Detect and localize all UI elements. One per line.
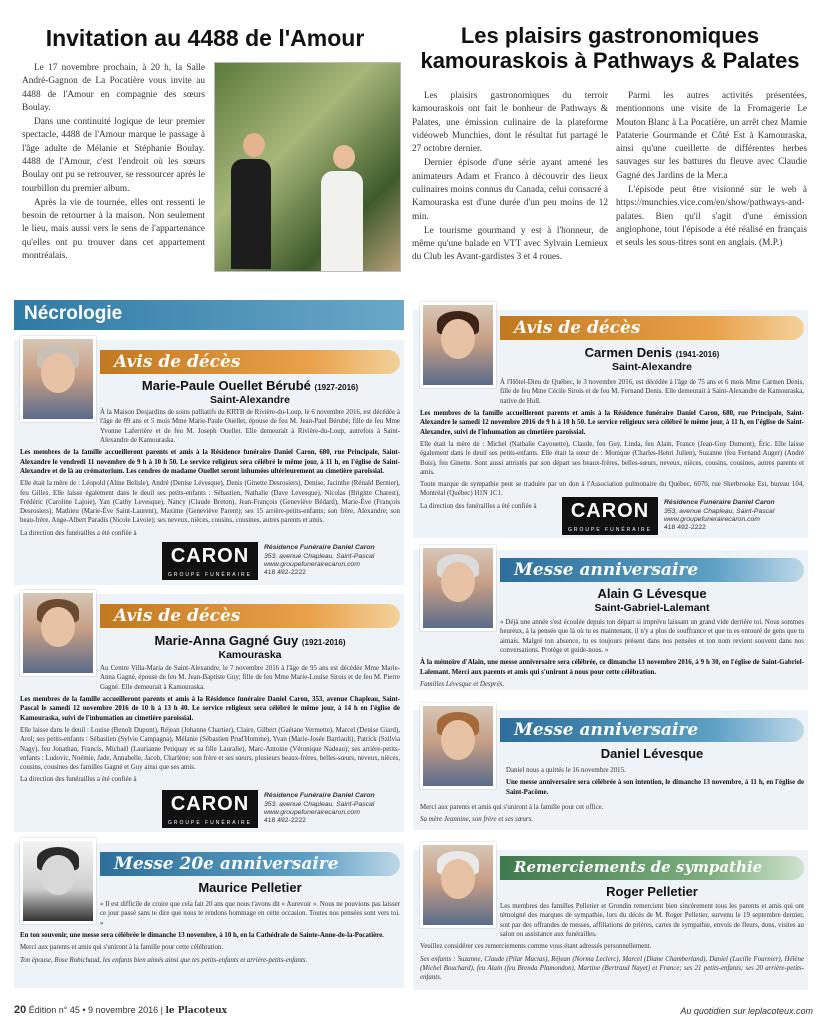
page-footer-left (14, 1004, 227, 1016)
caron-logo-text: CARON (170, 545, 250, 567)
denis-years: (1941-2016) (675, 350, 720, 359)
caron-line2: 353, avenue Chapleau, Saint-Pascal (664, 507, 775, 515)
article2-title-line2: kamouraskois à Pathways & Palates (420, 47, 800, 73)
maurice-p4: Ton épouse, Rose Robichaud, les enfants bien aimés ainsi que tes petits-enfants et arrière-petits-enfants. (20, 956, 308, 964)
caron-logo (162, 790, 258, 828)
guy-name (100, 633, 400, 648)
caron-info (264, 544, 375, 578)
necrologie-header: Nécrologie (14, 300, 404, 330)
page-footer-right: Au quotidien sur leplacoteux.com (680, 1006, 813, 1016)
berube-place: Saint-Alexandre (210, 394, 290, 406)
article2-col1-p1: Les plaisirs gastronomiques du terroir kamouraskois ont fait le bonheur de Pathways & Palates, une émission culinaire de la plateforme vidéoweb Munchies, dont le résultat fut partagé le 27 octobre dernier. (412, 91, 608, 155)
boulay-sisters-photo (214, 62, 401, 272)
article2-title (410, 24, 810, 73)
roger-banner: Remerciements de sympathie (500, 856, 804, 880)
denis-p2: Les membres de la famille accueilleront parents et amis à la Résidence funéraire Daniel Caron, 680, rue Principale, Saint-Alexandre le samedi 12 novembre 2016 de 9 h à 10 h 50. Le service religieux sera célébré le même jour, à 11 h, en l'église de Saint-Alexandre, suivi de l'inhumation au cimetière paroissial. (420, 409, 804, 436)
maurice-name: Maurice Pelletier (198, 880, 302, 895)
daniel-text (420, 766, 804, 828)
denis-p5: La direction des funérailles a été confiée à (420, 502, 537, 510)
alain-p2: À la mémoire d'Alain, une messe anniversaire sera célébrée, ce dimanche 13 novembre 2016, à 9 h 30, en l'église de Saint-Gabriel-Lalemant. Merci aux parents et amis qui s'uniront à nous pour cette célébration. (420, 659, 804, 676)
maurice-p1: « Il est difficile de croire que cela fait 20 ans que nous t'avons dit « Aurevoir ». Nous ne pouvions pas laisser ce jour passé sans te dire que nous te rendons hommage en cette occasion. Toutes nos pensées sont vers toi. » (100, 901, 400, 927)
brand-name: le Placoteux (165, 1006, 228, 1016)
maurice-p2: En ton souvenir, une messe sera célébrée le dimanche 13 novembre, à 10 h, en la Cathédrale de Sainte-Anne-de-la-Pocatière. (20, 931, 384, 939)
caron-logo-sub: GROUPE FUNÉRAIRE (568, 527, 652, 533)
guy-text (20, 664, 400, 789)
caron-line2: 353, avenue Chapleau, Saint-Pascal (264, 552, 375, 560)
berube-name (100, 378, 400, 393)
daniel-banner: Messe anniversaire (500, 718, 804, 742)
article2-col1 (412, 90, 608, 266)
guy-p3: Elle laisse dans le deuil : Louise (Benoît Dupont), Réjean (Johanne Chartier), Claire, Gilbert (Gaétane Vermette), Marcel (Denise Giard), Arol; ses petits-enfants : Sébastien (Sylvie Campagna), Mélanie (Sébastien Prud'Homme), Yvan (Marie-Josée Barriault), Patrick (Szilvia Nagy), feu Jonathan, Francis, Michaël (Laurianne Petiquay et sa fille Lauralie), Marc-Antoine (Véronique Nadeau); ses arrière-petits-enfants : Ludovic, Noémie, Jade, Annabelle, Jacob, Charlène; son frère et ses sœurs, plusieurs beaux-frères, belles-sœurs, neveux, nièces, cousins, cousines des familles Gagné et Guy ainsi que ses amis. (20, 726, 400, 772)
caron-line1: Résidence Funéraire Daniel Caron (264, 792, 375, 800)
daniel-p2: Une messe anniversaire sera célébrée à son intention, le dimanche 13 novembre, à 11 h, en l'église de Saint-Pacôme. (506, 779, 804, 796)
guy-place: Kamouraska (218, 649, 282, 661)
article1-p3: Après la vie de tournée, elles ont ressenti le besoin de retourner à la maison. Non seulement le lieu, mais aussi vers le sens de l'appartenance qu'elles ont pu trouver dans cet appartement montréalais. (22, 197, 205, 261)
caron-info (664, 499, 775, 533)
denis-text (420, 378, 804, 510)
maurice-banner: Messe 20e anniversaire (100, 852, 400, 876)
alain-p3: Familles Lévesque et Després. (420, 680, 505, 688)
denis-name-text: Carmen Denis (584, 345, 673, 360)
roger-text (420, 902, 804, 990)
denis-place: Saint-Alexandre (612, 361, 692, 373)
berube-text (20, 408, 400, 538)
article2-col2-p2: L'épisode peut être visionné sur le web à https://munchies.vice.com/en/show/pathways-and-palates. Bien qu'il s'agit d'une émission anglophone, tout l'épisode a été réalisé en français et seuls les sous-titres sont en anglais. (M.P.) (616, 184, 807, 249)
daniel-p4: Sa mère Jeannine, son frère et ses sœurs. (420, 816, 533, 824)
maurice-text (20, 900, 400, 985)
edition-info: Édition n° 45 • 9 novembre 2016 | (28, 1005, 163, 1015)
page-number: 20 (14, 1004, 27, 1016)
caron-info (264, 792, 375, 826)
daniel-name: Daniel Lévesque (600, 746, 704, 761)
caron-logo (562, 497, 658, 535)
caron-logo (162, 542, 258, 580)
berube-banner: Avis de décès (100, 350, 400, 374)
caron-line4: 418 492-2222 (664, 524, 706, 532)
article2-title-line1: Les plaisirs gastronomiques (460, 23, 760, 48)
alain-text (420, 618, 804, 688)
roger-p1: Les membres des familles Pelletier et Grondin remercient bien sincèrement tous les parents et amis qui ont témoigné des marques de sympathie, lors du décès de M. Roger Pelletier, survenu le 19 septembre dernier, soit par des offrandes de messes, affiliations de prières, cartes de sympathie, envois de fleurs, dons, visites au salon ou assistance aux funérailles. (500, 903, 804, 938)
denis-caron (562, 497, 775, 535)
denis-p4: Toute marque de sympathie peut se traduire par un don à l'Association pulmonaire du Québec, 6070, rue Sherbrooke Est, bureau 104, Montréal (Québec) H1N 1C1. (420, 481, 804, 498)
maurice-p3: Merci aux parents et amis qui s'uniront à la famille pour cette célébration. (20, 944, 224, 952)
guy-caron (162, 790, 375, 828)
article2-col2-p1: Parmi les autres activités présentées, mentionnons une visite de la Fromagerie Le Mouton Blanc à La Pocatière, un arrêt chez Mamie Pataterie Gourmande et Côté Est à Kamouraska, ainsi qu'une cueillette de différentes herbes sauvages sur les battures du fleuve avec Claudie Gagné des Jardins de la Mer.a (616, 91, 807, 181)
berube-caron (162, 542, 375, 580)
roger-name: Roger Pelletier (606, 884, 698, 899)
caron-line2: 353, avenue Chapleau, Saint-Pascal (264, 800, 375, 808)
alain-banner: Messe anniversaire (500, 558, 804, 582)
berube-p2: Les membres de la famille accueilleront parents et amis à la Résidence funéraire Daniel Caron, 680, rue Principale, Saint-Alexandre le vendredi 11 novembre de 9 h à 10 h 50. Le service religieux sera célébré le même jour, à 11 h, en l'église de Saint-Alexandre et de là au crématorium. Les cendres de madame Ouellet seront inhumées ultérieurement au cimetière paroissial. (20, 449, 400, 475)
caron-line1: Résidence Funéraire Daniel Caron (664, 499, 775, 507)
guy-p1: Au Centre Villa-Maria de Saint-Alexandre, le 7 novembre 2016 à l'âge de 95 ans est décédée Mme Marie-Anna Gagné, épouse de feu M. Jean-Baptiste Guy; fille de feu Mme Marie-Louise Sirois et de feu M. Pierre Gagné. Elle demeurait à Kamouraska. (100, 665, 400, 691)
denis-portrait (420, 302, 496, 388)
denis-p3: Elle était la mère de : Michel (Nathalie Cayouette), Claude, feu Guy, Linda, feu Alain, France (Jean-Guy Dumont), Éric. Elle laisse également dans le deuil ses petits-enfants. Elle était la sœur de : Monique (Charles-Henri Julien), Suzanne (feu Fernand Auger) (André Bois), feu Ginette. Sont aussi attristés par son départ ses beaux-frères, belles-sœurs, neveux, nièces, cousins, cousines, autres parents et amis. (420, 440, 804, 476)
daniel-p1: Daniel nous a quittés le 16 novembre 2015. (506, 767, 626, 774)
guy-banner: Avis de décès (100, 604, 400, 628)
alain-name: Alain G Lévesque (597, 586, 707, 601)
caron-line3: www.groupefunerairecaron.com (264, 561, 360, 568)
caron-logo-sub: GROUPE FUNÉRAIRE (168, 572, 252, 578)
caron-logo-sub: GROUPE FUNÉRAIRE (168, 820, 252, 826)
berube-name-text: Marie-Paule Ouellet Bérubé (141, 378, 311, 393)
guy-p2: Les membres de la famille accueilleront parents et amis à la Résidence funéraire Daniel Caron, 353, avenue Chapleau, Saint-Pascal le samedi 12 novembre 2016 de 10 h à 13 h 40. Le service religieux sera célébré le même jour, à 14 h en l'église de Kamouraska, suivi de l'inhumation au cimetière paroissial. (20, 695, 400, 722)
berube-p1: À la Maison Desjardins de soins palliatifs du KRTB de Rivière-du-Loup, le 6 novembre 2016, est décédée à l'âge de 89 ans et 5 mois Mme Marie-Paule Ouellet, épouse de feu M. Jean-Paul Bérubé; fille de feu Mme Yvonne Laferrière et de feu M. Joseph Ouellet. Elle demeurait à Rivière-du-Loup, autrefois à Saint-Alexandre de Kamouraska. (100, 409, 400, 444)
article1-body (22, 62, 205, 264)
berube-years: (1927-2016) (314, 383, 359, 392)
article2-col1-p3: Le tourisme gourmand y est à l'honneur, de même qu'une balade en VTT avec Sylvain Lemieux du Club les Avant-gardistes 3 et 4 roues. (412, 225, 608, 263)
daniel-p3: Merci aux parents et amis qui s'uniront à la famille pour cet office. (420, 803, 604, 811)
alain-place: Saint-Gabriel-Lalemant (594, 602, 710, 614)
denis-name (500, 345, 804, 360)
caron-line3: www.groupefunerairecaron.com (264, 809, 360, 816)
caron-line1: Résidence Funéraire Daniel Caron (264, 544, 375, 552)
guy-p4: La direction des funérailles a été confiée à (20, 776, 137, 784)
caron-line3: www.groupefunerairecaron.com (664, 516, 760, 523)
article2-col2 (616, 90, 807, 251)
caron-logo-text: CARON (170, 793, 250, 815)
roger-p3: Ses enfants : Suzanne, Claude (Pilar Macias), Réjean (Norma Leclerc), Marcel (Diane Chamberland), Daniel (Lucille Fournier), Hélène (Michel Bouchard), feu Alain (feu Brenda Plamondon), Martine (Bertrand Nayet) et France; ses 21 petits-enfants; ses 20 arrière-petits-enfants. (420, 955, 804, 982)
caron-line4: 418 492-2222 (264, 569, 306, 577)
caron-logo-text: CARON (570, 500, 650, 522)
article1-p1: Le 17 novembre prochain, à 20 h, la Salle André-Gagnon de La Pocatière vous invite au 4488 de l'Amour en compagnie des sœurs Boulay. (22, 63, 205, 113)
denis-p1: À l'Hôtel-Dieu de Québec, le 3 novembre 2016, est décédée à l'âge de 75 ans et 6 mois Mme Carmen Denis, fille de feu Mme Cécile Sirois et de feu M. Fernand Denis. Elle demeurait à Saint-Alexandre de Kamouraska, native de Hull. (500, 379, 804, 405)
alain-p1: « Déjà une année s'est écoulée depuis ton départ si imprévu laissant un grand vide derrière toi. Nous sommes heureux, à la pensée que là où tu es maintenant, il n'y a plus de souffrance et que tu es entouré de gens que tu aimais. Malgré ton absence, tu es toujours présent dans nos pensées et ton nom revient souvent dans nos conversations. Protège et guide-nous. » (500, 619, 804, 654)
roger-p2: Veuillez considérer ces remerciements comme vous étant adressés personnellement. (420, 943, 652, 951)
berube-p4: La direction des funérailles a été confiée à (20, 529, 137, 537)
denis-banner: Avis de décès (500, 316, 804, 340)
article1-p2: Dans une continuité logique de leur premier spectacle, 4488 de l'Amour marque le passage à l'âge adulte de Mélanie et Stéphanie Boulay. 4488 de l'Amour, c'est l'endroit où les sœurs Boulay ont pu se retrouver, se ressourcer après le tourbillon du premier album. (22, 117, 205, 194)
article2-col1-p2: Dernier épisode d'une série ayant amené les animateurs Adam et Franco à découvrir des lieux culinaires moins connus du Canada, celui consacré à Kamouraska est d'une durée d'un peu moins de 12 min. (412, 158, 608, 222)
berube-p3: Elle était la mère de : Léopold (Aline Belisle), André (Denise Lévesque), Denis (Ginette Desrosiers), Denise, Jacinthe (Rénald Bernier), feu Gilles. Elle laisse également dans le deuil ses petits-enfants : Sébastien, Nathalie (Dave Levesque), Nicolas (Brigitte Charest), Frédéric (Caroline Lajoie), Yan (Cathy Levesque), Nancy (Claude Breton), Jean-François (Geneviève Bédard), Marie-Ève (François Desrosiers), Mathieu (Marie-Ève Saint-Laurent), Maxime (Geneviève Parent); ses 15 arrière-petits-enfants; son frère, Alexandre; son beau-frère, Ange-Albert Paradis (Nicole Lavoie); ses neveux, nièces, cousins, cousines, autres parents et amis. (20, 480, 400, 525)
article1-title: Invitation au 4488 de l'Amour (45, 25, 365, 51)
caron-line4: 418 492-2222 (264, 817, 306, 825)
guy-years: (1921-2016) (301, 638, 346, 647)
guy-name-text: Marie-Anna Gagné Guy (154, 633, 299, 648)
